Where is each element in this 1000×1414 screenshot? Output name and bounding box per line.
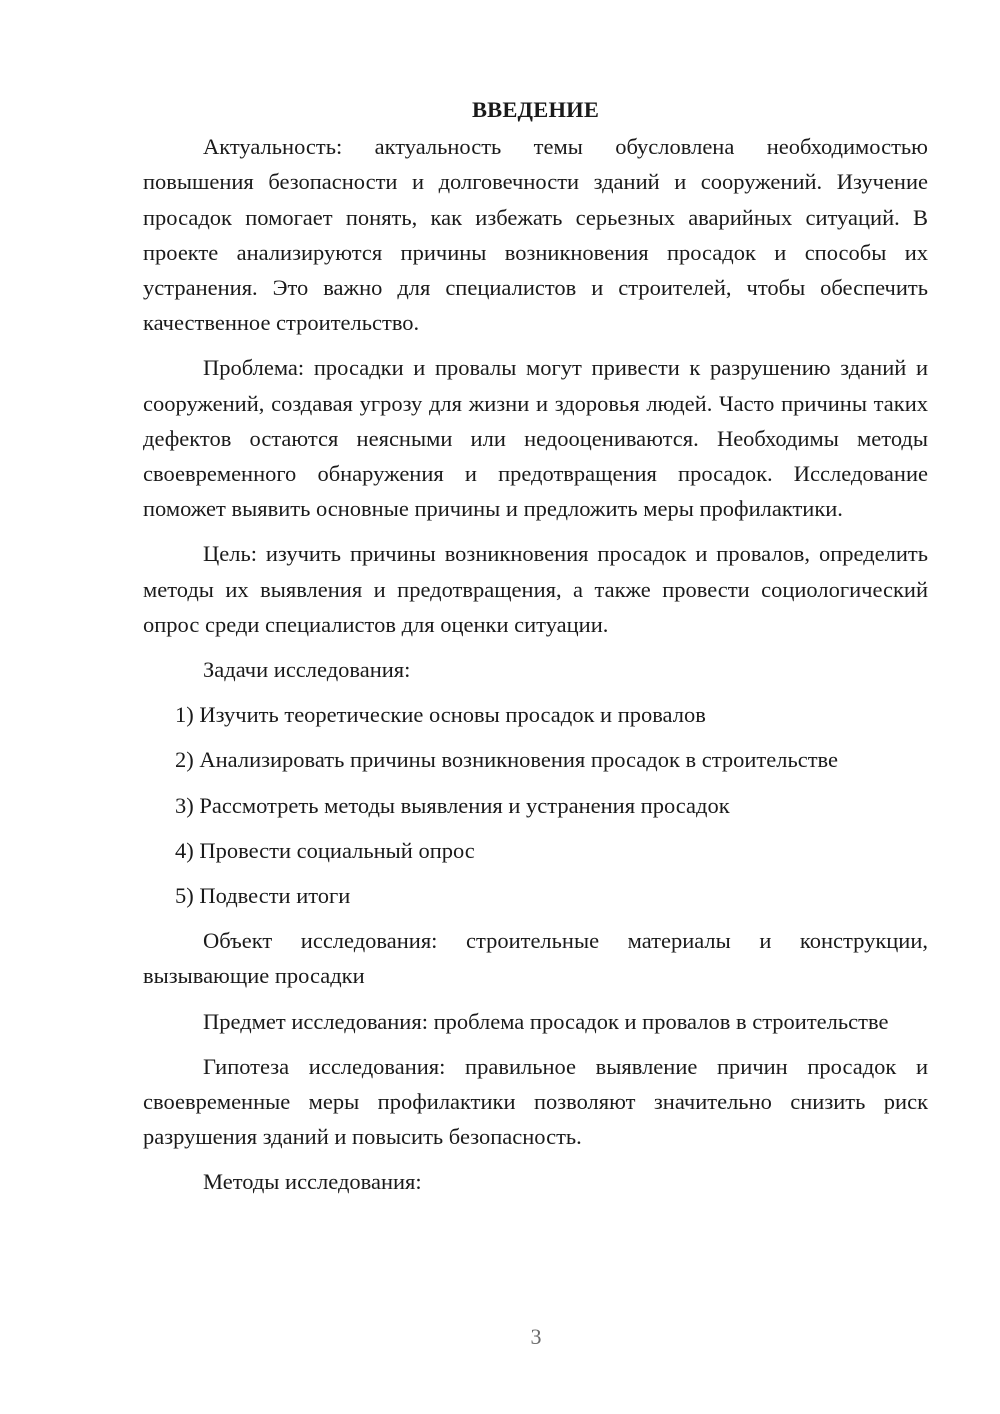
object-paragraph: Объект исследования: строительные материалы и конструкции, вызывающие просадки (143, 928, 928, 989)
page-number: 3 (530, 1324, 542, 1349)
goal-paragraph: Цель: изучить причины возникновения просадок и провалов, определить методы их выявления и предотвращения, а также провести социологический опрос среди специалистов для оценки ситуации. (143, 541, 928, 637)
list-item: 5) Подвести итоги (175, 883, 351, 909)
list-item: 3) Рассмотреть методы выявления и устранения просадок (175, 792, 730, 818)
list-item: 1) Изучить теоретические основы просадок и провалов (175, 702, 706, 728)
section-title: ВВЕДЕНИЕ (471, 97, 600, 122)
hypothesis-paragraph: Гипотеза исследования: правильное выявление причин просадок и своевременные меры профилактики позволяют значительно снизить риск разрушения зданий и повысить безопасность. (143, 1053, 928, 1150)
methods-heading: Методы исследования: (203, 1169, 422, 1195)
list-item: 4) Провести социальный опрос (175, 837, 475, 863)
page-content (143, 92, 928, 1210)
problem-paragraph: Проблема: просадки и провалы могут привести к разрушению зданий и сооружений, создавая угрозу для жизни и здоровья людей. Часто причины таких дефектов остаются неясными или недооцениваются. Необходимы методы своевременного обнаружения и предотвращения просадок. Исследование поможет выявить основные причины и предложить меры профилактики. (143, 355, 928, 522)
list-item: 2) Анализировать причины возникновения просадок в строительстве (175, 747, 839, 773)
relevance-paragraph: Актуальность: актуальность темы обусловлена необходимостью повышения безопасности и долговечности зданий и сооружений. Изучение просадок помогает понять, как избежать серьезных аварийных ситуаций. В проекте анализируются причины возникновения просадок и способы их устранения. Это важно для специалистов и строителей, чтобы обеспечить качественное строительство. (143, 134, 928, 336)
tasks-heading: Задачи исследования: (203, 657, 411, 683)
subject-paragraph: Предмет исследования: проблема просадок и провалов в строительстве (203, 1008, 889, 1034)
tasks-list (143, 697, 928, 913)
